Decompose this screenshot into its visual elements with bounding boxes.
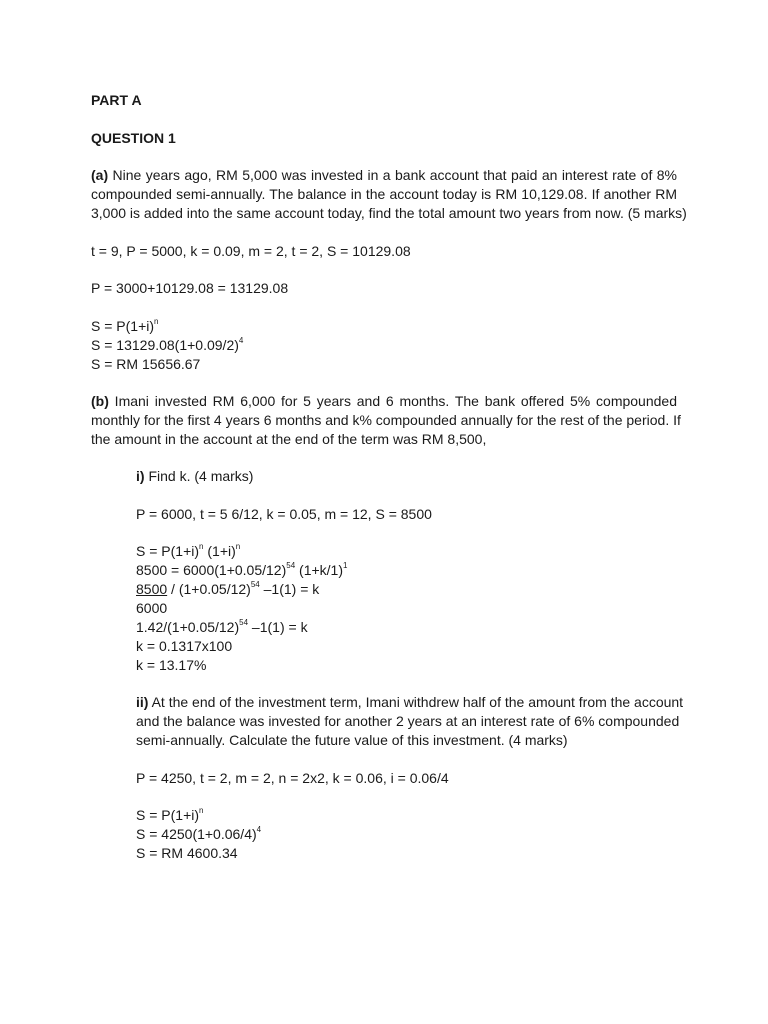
qa-principal: P = 3000+10129.08 = 13129.08	[91, 280, 289, 296]
qbi-prompt: i) Find k. (4 marks)	[136, 468, 254, 484]
qa-text-line-2: compounded semi-annually. The balance in the account today is RM 10,129.08. If another RM	[91, 186, 677, 202]
qbii-formula: $S = P(1+i)^n$	[136, 806, 204, 823]
question-heading: QUESTION 1	[91, 130, 176, 146]
qa-formula: $S = P(1+i)^n$	[91, 317, 159, 334]
qb-text-line-1: (b) Imani invested RM 6,000 for 5 years and 6 months. The bank offered 5% compounded	[91, 393, 677, 409]
qa-answer: S = RM 15656.67	[91, 356, 201, 372]
qbi-rearrange: $8500 / (1+0.05/12)^{54}$ –1(1) = k	[136, 580, 320, 597]
qbii-text-line-3: semi-annually. Calculate the future value of this investment. (4 marks)	[136, 732, 568, 748]
qbii-substitution: $S = 4250(1+0.06/4)^4$	[136, 825, 262, 842]
qbi-k-value: k = 0.1317x100	[136, 638, 233, 654]
qbi-answer: k = 13.17%	[136, 657, 207, 673]
qb-text-line-3: the amount in the account at the end of the term was RM 8,500,	[91, 431, 487, 447]
qbii-answer: S = RM 4600.34	[136, 845, 238, 861]
part-heading: PART A	[91, 92, 142, 108]
qa-text-line-1: (a) Nine years ago, RM 5,000 was invested in a bank account that paid an interest rate of 8%	[91, 167, 677, 183]
qbii-text-line-1: ii) At the end of the investment term, Imani withdrew half of the amount from the account	[136, 694, 684, 710]
qbii-given: P = 4250, t = 2, m = 2, n = 2x2, k = 0.06, i = 0.06/4	[136, 770, 449, 786]
qbii-text-line-2: and the balance was invested for another 2 years at an interest rate of 6% compounded	[136, 713, 680, 729]
qa-given: t = 9, P = 5000, k = 0.09, m = 2, t = 2, S = 10129.08	[91, 243, 411, 259]
qb-tag: (b)	[91, 393, 109, 409]
qbi-denominator: 6000	[136, 600, 168, 616]
qbi-substitution: $8500 = 6000(1+0.05/12)^{54}$ $(1+k/1)^1$	[136, 561, 348, 578]
qb-text-line-2: monthly for the first 4 years 6 months and k% compounded annually for the rest of the period. If	[91, 412, 681, 428]
qa-substitution: $S = 13129.08(1+0.09/2)^4$	[91, 336, 244, 353]
qa-tag: (a)	[91, 167, 109, 183]
qbi-simplify: $1.42/(1+0.05/12)^{54}$ –1(1) = k	[136, 618, 308, 635]
qa-text-line-3: 3,000 is added into the same account today, find the total amount two years from now. (5 marks)	[91, 205, 687, 221]
qbi-given: P = 6000, t = 5 6/12, k = 0.05, m = 12, S = 8500	[136, 506, 432, 522]
qbi-formula: $S = P(1+i)^n$ $(1+i)^n$	[136, 542, 241, 559]
